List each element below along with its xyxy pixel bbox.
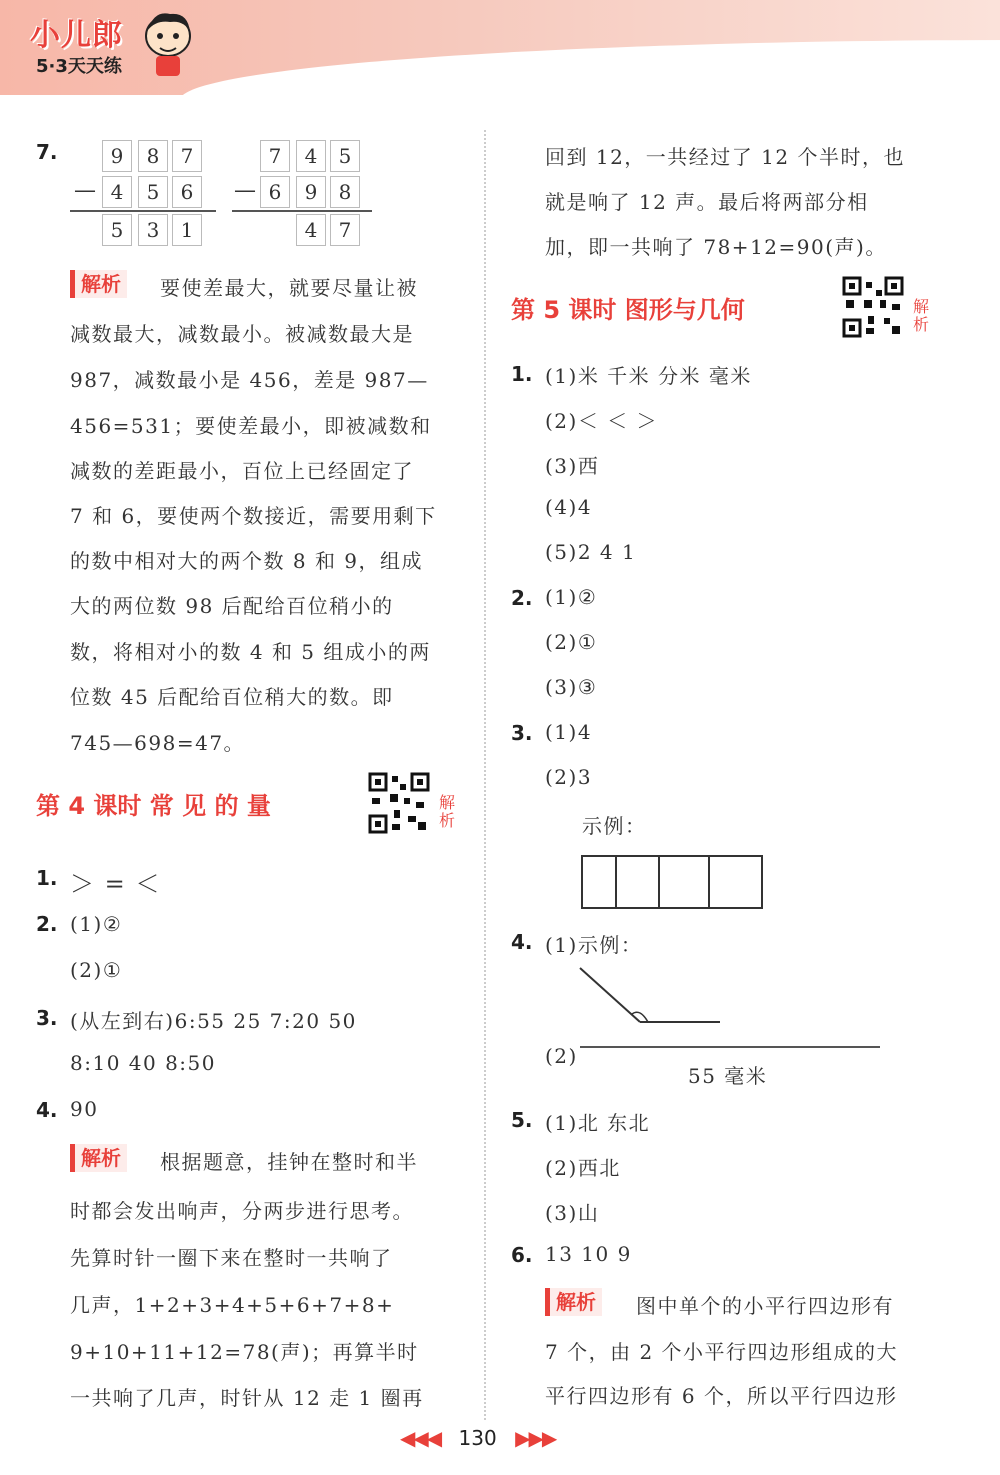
column-divider [484,130,486,1420]
question-number: 1. [511,362,533,386]
lesson-title: 第 4 课时 常 见 的 量 [36,792,271,820]
qr-code-icon[interactable] [368,772,430,834]
question-number: 4. [36,1098,58,1122]
answer-line: 8:10 40 8:50 [70,1051,216,1075]
digit-cell: 8 [138,140,168,172]
question-number: 5. [511,1108,533,1132]
answer-line: (2)3 [545,765,593,789]
analysis-line: 一共响了几声，时针从 12 走 1 圈再 [70,1386,424,1410]
digit-cell: 9 [296,176,326,208]
digit-cell: 1 [172,214,202,246]
answer-line: (2)＜ ＜ ＞ [545,409,659,433]
answer-line: (2)① [70,958,123,982]
analysis-line: 7 和 6，要使两个数接近，需要用剩下 [70,504,437,528]
question-number: 4. [511,930,533,954]
rectangle-divider [658,857,660,907]
digit-cell: 5 [330,140,360,172]
answer-line: (3)山 [545,1201,600,1225]
answer-line: (2)西北 [545,1156,621,1180]
digit-cell: 4 [296,140,326,172]
digit-cell: 3 [138,214,168,246]
qr-code-icon[interactable] [842,276,904,338]
segment-length: 55 毫米 [688,1064,768,1088]
analysis-line: 减数的差距最小，百位上已经固定了 [70,459,414,483]
answer-line: (3)③ [545,675,598,699]
answer-line: 90 [70,1097,99,1121]
question-number: 7. [36,140,58,164]
analysis-line: 几声，1+2+3+4+5+6+7+8+ [70,1293,395,1317]
subtraction-line [232,210,372,212]
digit-cell: 9 [102,140,132,172]
analysis-line: 位数 45 后配给百位稍大的数。即 [70,685,394,709]
example-rectangle [581,855,763,909]
analysis-tag: 解析 [70,1144,127,1172]
angle-drawing [570,962,730,1032]
answer-line: (1)4 [545,720,593,744]
page-footer [400,1426,555,1450]
digit-cell: 4 [102,176,132,208]
digit-cell: 7 [260,140,290,172]
digit-cell: 6 [172,176,202,208]
analysis-line: 的数中相对大的两个数 8 和 9，组成 [70,549,424,573]
analysis-line: 数，将相对小的数 4 和 5 组成小的两 [70,640,431,664]
analysis-line: 平行四边形有 6 个，所以平行四边形 [545,1384,898,1408]
digit-cell: 6 [260,176,290,208]
analysis-line: 456=531；要使差最小，即被减数和 [70,414,432,438]
prev-arrows-icon: ◀◀◀ [400,1426,441,1450]
analysis-line: 大的两位数 98 后配给百位稍小的 [70,594,394,618]
analysis-line: 745—698=47。 [70,731,246,755]
analysis-line: 图中单个的小平行四边形有 [636,1294,894,1318]
digit-cell: 5 [138,176,168,208]
question-number: 1. [36,866,58,890]
rectangle-divider [708,857,710,907]
answer-line: (1)② [70,912,123,936]
question-number: 2. [511,586,533,610]
page-number: 130 [458,1426,497,1450]
question-number: 3. [36,1006,58,1030]
answer-line: (1)示例： [545,933,643,957]
analysis-line: 根据题意，挂钟在整时和半 [160,1150,418,1174]
segment-line [580,1046,880,1048]
minus-sign: — [74,178,96,203]
digit-cell: 7 [172,140,202,172]
answer-line: (从左到右)6:55 25 7:20 50 [70,1009,357,1033]
analysis-line: 就是响了 12 声。最后将两部分相 [545,190,869,214]
minus-sign: — [234,178,256,203]
subtraction-line [70,210,216,212]
rectangle-divider [615,857,617,907]
qr-label: 解析 [438,793,455,830]
digit-cell: 4 [296,214,326,246]
analysis-line: 先算时针一圈下来在整时一共响了 [70,1246,393,1270]
digit-cell: 5 [102,214,132,246]
brand-logo: 小儿郎 [30,18,123,53]
next-arrows-icon: ▶▶▶ [515,1426,556,1450]
answer-line: (1)米 千米 分米 毫米 [545,364,752,388]
analysis-line: 987，减数最小是 456，差是 987— [70,368,429,392]
lesson-title: 第 5 课时 图形与几何 [511,296,745,324]
analysis-line: 要使差最大，就要尽量让被 [160,276,418,300]
digit-cell: 7 [330,214,360,246]
question-number: 2. [36,912,58,936]
answer-line: 13 10 9 [545,1242,632,1266]
answer-line: (2)① [545,630,598,654]
analysis-tag: 解析 [545,1288,602,1316]
analysis-line: 加，即一共响了 78+12=90(声)。 [545,235,887,259]
example-label: 示例： [582,814,647,838]
answer-line: (1)北 东北 [545,1111,651,1135]
digit-cell: 8 [330,176,360,208]
brand-subtitle: 5·3天天练 [36,56,122,77]
answer-line: (4)4 [545,495,593,519]
analysis-line: 减数最大，减数最小。被减数最大是 [70,322,414,346]
answer-line: (3)西 [545,454,600,478]
question-number: 3. [511,721,533,745]
answer-line: (5)2 4 1 [545,540,637,564]
answer-line: ＞ = ＜ [70,870,161,898]
analysis-line: 7 个，由 2 个小平行四边形组成的大 [545,1340,899,1364]
analysis-line: 9+10+11+12=78(声)；再算半时 [70,1340,419,1364]
analysis-line: 回到 12，一共经过了 12 个半时，也 [545,145,905,169]
answer-line: (2) [545,1044,578,1068]
answer-line: (1)② [545,585,598,609]
analysis-tag: 解析 [70,270,127,298]
analysis-line: 时都会发出响声，分两步进行思考。 [70,1199,414,1223]
question-number: 6. [511,1243,533,1267]
mascot-icon [140,8,196,78]
qr-label: 解析 [912,297,929,334]
